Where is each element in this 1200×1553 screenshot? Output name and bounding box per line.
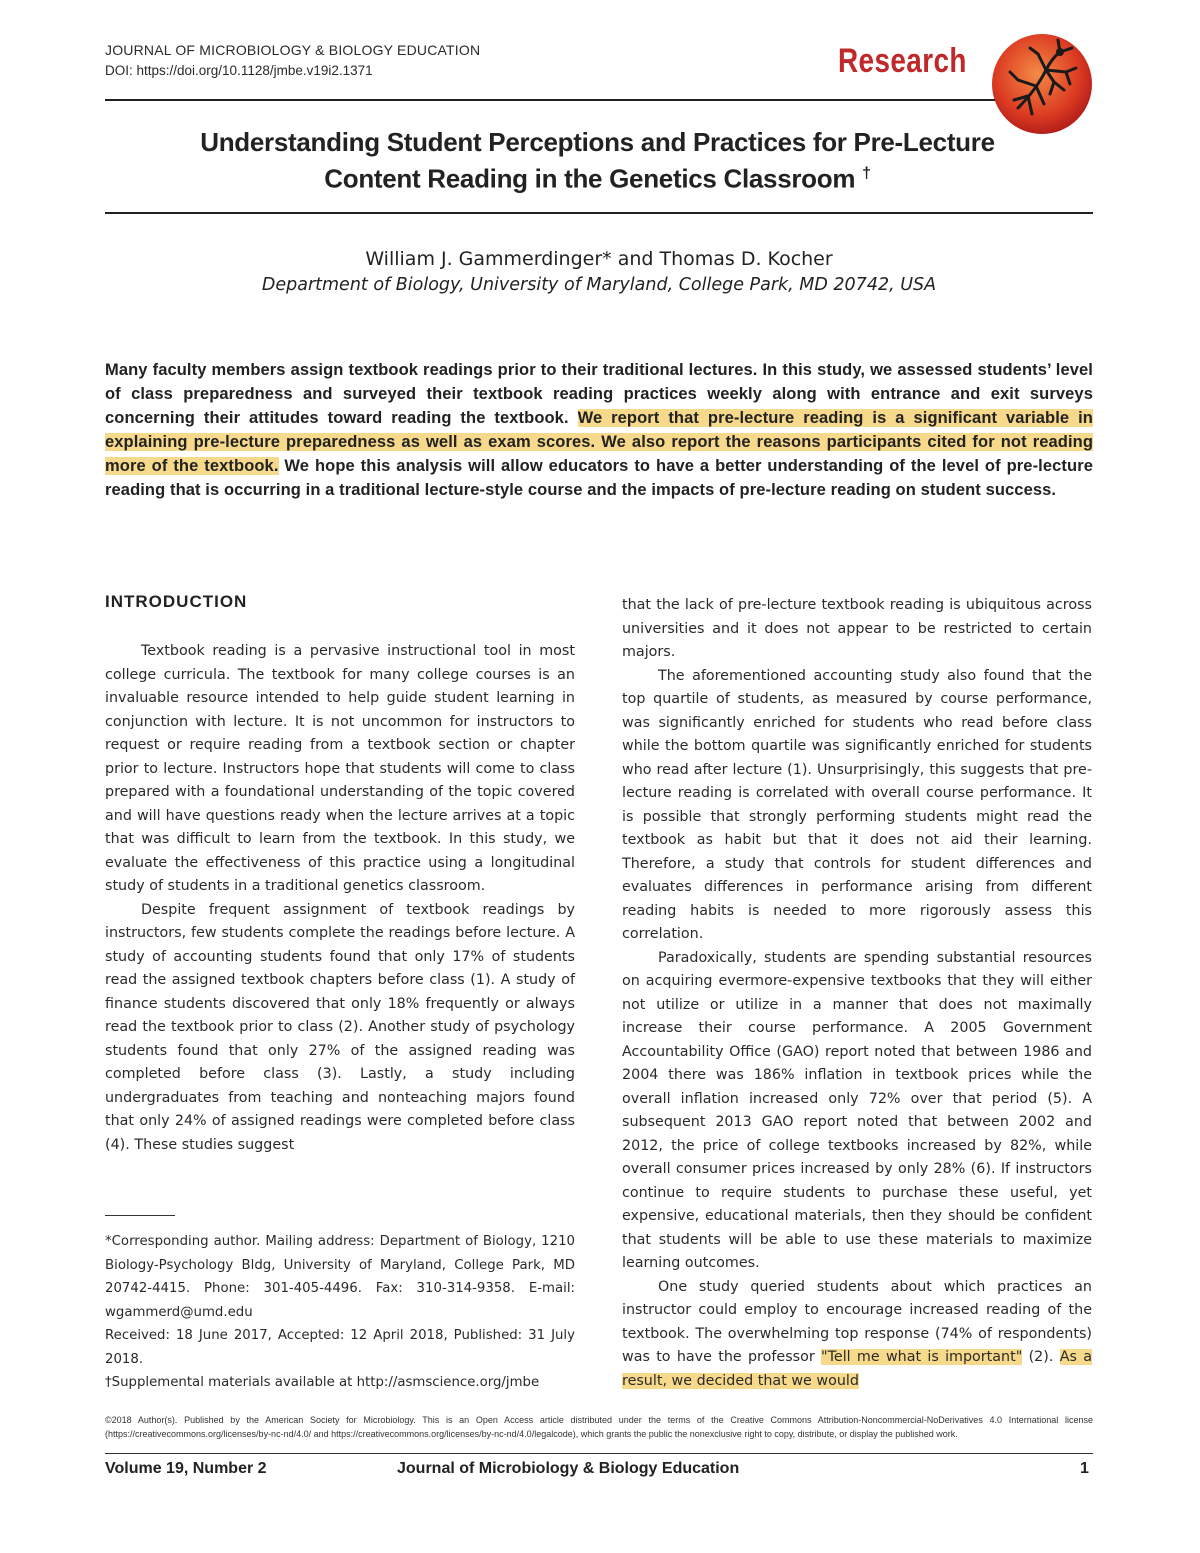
- right-paragraph-1: The aforementioned accounting study also found that the top quartile of students, as measured by course performance, was significantly enriched for students who read before class while the bottom quartile was significantly enriched for students who read after lecture (1). Unsurprisingly, this suggests that pre-lecture reading is correlated with overall course performance. It is possible that strongly performing students might read the textbook as habit but that it does not aid their learning. Therefore, a study that controls for student differences and evaluates differences in performance arising from different reading habits is needed to more rigorously assess this correlation.: [622, 667, 1092, 942]
- corresponding-author-note: *Corresponding author. Mailing address: Department of Biology, 1210 Biology-Psychology Bldg, University of Maryland, College Park, MD 20742-4415. Phone: 301-405-4496. Fax: 310-314-9358. E-mail: wgammerd@umd.edu: [105, 1234, 575, 1320]
- right-paragraph-3: [622, 1276, 1092, 1394]
- footer-rule: [105, 1453, 1093, 1454]
- abstract-text-1: Many faculty members assign textbook readings prior to their traditional lectures. In this study, we assessed students’ level of class preparedness and surveyed their textbook reading practices weekly along with entrance and exit surveys concerning their attitudes toward reading the textbook.: [105, 361, 1093, 427]
- right-paragraph-continued: that the lack of pre-lecture textbook reading is ubiquitous across universities and it does not appear to be restricted to certain majors.: [622, 597, 1092, 660]
- p3-highlight-1: "Tell me what is important": [821, 1349, 1023, 1365]
- p3-text-2: (2).: [1022, 1349, 1060, 1365]
- footer-journal: Journal of Microbiology & Biology Education: [397, 1460, 740, 1477]
- section-heading-introduction: INTRODUCTION: [105, 592, 248, 611]
- abstract-text-2: We hope this analysis will allow educators to have a better understanding of the level of pre-lecture reading that is occurring in a traditional lecture-style course and the impacts of pre-lecture reading on student success.: [105, 457, 1093, 499]
- footnotes: [105, 1230, 575, 1395]
- publication-dates: Received: 18 June 2017, Accepted: 12 April 2018, Published: 31 July 2018.: [105, 1328, 575, 1367]
- title-dagger: †: [862, 165, 871, 182]
- doi-link[interactable]: DOI: https://doi.org/10.1128/jmbe.v19i2.1371: [105, 63, 373, 78]
- right-paragraph-2: Paradoxically, students are spending substantial resources on acquiring evermore-expensive textbooks that they will either not utilize or utilize in a manner that does not maximally increase their course performance. A 2005 Government Accountability Office (GAO) report noted that between 1986 and 2004 there was 186% inflation in textbook prices while the overall inflation increased only 72% over that period (5). A subsequent 2013 GAO report noted that between 2002 and 2012, the price of college textbooks increased by 82%, while overall consumer prices increased by only 28% (6). If instructors continue to require students to purchase these useful, yet expensive, educational materials, then they should be confident that students will be able to use these materials to maximize learning outcomes.: [622, 949, 1092, 1271]
- title-line-2: [120, 158, 1075, 195]
- title-line-1: Understanding Student Perceptions and Practices for Pre-Lecture: [200, 127, 995, 157]
- author-list: William J. Gammerdinger* and Thomas D. Kocher: [365, 248, 833, 270]
- left-column: [105, 640, 575, 1157]
- license-notice: ©2018 Author(s). Published by the American Society for Microbiology. This is an Open Access article distributed under the terms of the Creative Commons Attribution-Noncommercial-NoDerivatives 4.0 International license (https://creativecommons.org/licenses/by-nc-nd/4.0/ and https://creativecommons.org/licenses/by-nc-nd/4.0/legalcode), which grants the public the nonexclusive right to copy, distribute, or display the published work.: [105, 1415, 1093, 1439]
- article-title: [120, 126, 1075, 195]
- supplemental-note: †Supplemental materials available at http://asmscience.org/jmbe: [105, 1375, 540, 1390]
- abstract-highlight: We report that pre-lecture reading is a significant variable in explaining pre-lecture preparedness as well as exam scores. We also report the reasons participants cited for not reading more of the textbook.: [105, 409, 1093, 475]
- intro-paragraph-2: Despite frequent assignment of textbook readings by instructors, few students complete the readings before lecture. A study of accounting students found that only 17% of students read the assigned textbook chapters before class (1). A study of finance students discovered that only 18% frequently or always read the textbook prior to class (2). Another study of psychology students found that only 27% of the assigned reading was completed before class (3). Lastly, a study including undergraduates from teaching and nonteaching majors found that only 24% of assigned readings were completed before class (4). These studies suggest: [105, 901, 575, 1153]
- footer-volume: Volume 19, Number 2: [105, 1460, 267, 1477]
- header-rule: [105, 99, 995, 101]
- p3-highlight-2: As a result, we decided that we would: [622, 1349, 1092, 1389]
- journal-header: JOURNAL OF MICROBIOLOGY & BIOLOGY EDUCATION: [105, 42, 481, 58]
- section-label: Research: [838, 42, 967, 80]
- abstract: [105, 358, 1093, 502]
- right-column: [622, 594, 1092, 1393]
- p3-text-1: One study queried students about which practices an instructor could employ to encourage increased reading of the textbook. The overwhelming top response (74% of respondents) was to have the professor: [622, 1278, 1092, 1365]
- title-line-2-text: Content Reading in the Genetics Classroom: [324, 163, 856, 194]
- affiliation: Department of Biology, University of Maryland, College Park, MD 20742, USA: [261, 275, 937, 295]
- journal-logo-icon: [988, 30, 1096, 138]
- intro-paragraph-1: Textbook reading is a pervasive instructional tool in most college curricula. The textbook for many college courses is an invaluable resource intended to help guide student learning in conjunction with lecture. It is not uncommon for instructors to request or require reading from a textbook section or chapter prior to lecture. Instructors hope that students will come to class prepared with a foundational understanding of the topic covered and will have questions ready when the lecture arrives at a topic that was difficult to learn from the textbook. In this study, we evaluate the effectiveness of this practice using a longitudinal study of students in a traditional genetics classroom.: [105, 643, 575, 894]
- footnote-rule: [105, 1215, 175, 1216]
- page-number: 1: [1080, 1460, 1089, 1477]
- title-rule: [105, 212, 1093, 214]
